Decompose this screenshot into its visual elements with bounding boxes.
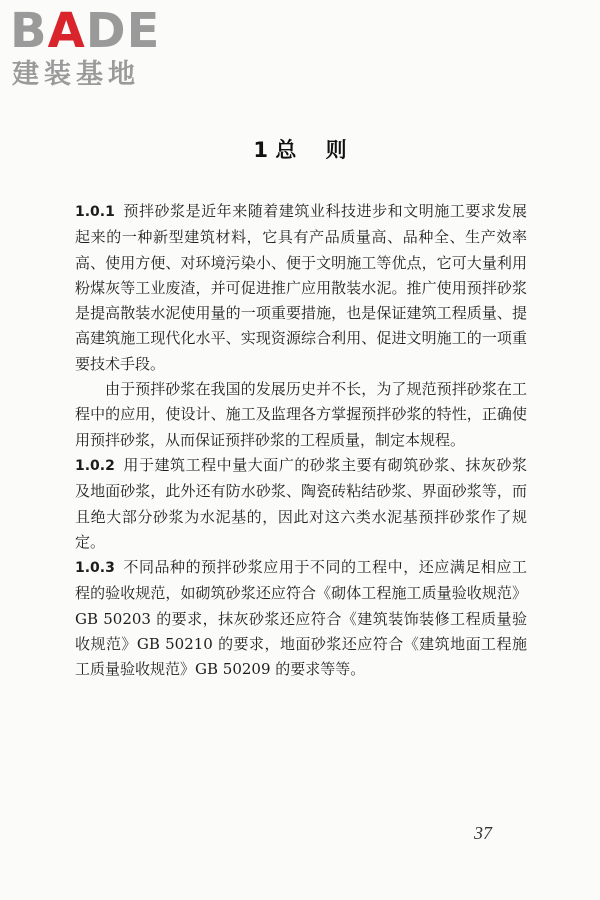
clause-number: 1.0.3: [75, 560, 115, 577]
clause-text: 预拌砂浆是近年来随着建筑业科技进步和文明施工要求发展起来的一种新型建筑材料，它具有产品质量高、品种全、生产效率高、使用方便、对环境污染小、便于文明施工等优点，它可大量利用粉煤灰等工业废渣，并可促进推广应用散装水泥。推广使用预拌砂浆是提高散装水泥使用量的一项重要措施，也是保证建筑工程质量、提高建筑施工现代化水平、实现资源综合利用、促进文明施工的一项重要技术手段。: [75, 202, 527, 373]
clause-1-0-1-paragraph-2: [75, 377, 527, 453]
logo-letter-b: B: [10, 3, 48, 59]
clause-1-0-1: [75, 199, 527, 377]
logo-letter-a: A: [47, 3, 86, 59]
clause-number: 1.0.1: [75, 204, 115, 220]
brand-logo: [10, 4, 180, 94]
clause-text: 不同品种的预拌砂浆应用于不同的工程中，还应满足相应工程的验收规范，如砌筑砂浆还应符合《砌体工程施工质量验收规范》GB 50203 的要求，抹灰砂浆还应符合《建筑装饰装修工程质量验收规范》GB 50210 的要求，地面砂浆还应符合《建筑地面工程施工质量验收规范》GB 50209 的要求等等。: [75, 558, 527, 679]
clause-text: 用于建筑工程中量大面广的砂浆主要有砌筑砂浆、抹灰砂浆及地面砂浆，此外还有防水砂浆、陶瓷砖粘结砂浆、界面砂浆等，而且绝大部分砂浆为水泥基的，因此对这六类水泥基预拌砂浆作了规定。: [75, 455, 527, 551]
clause-1-0-3: [75, 555, 527, 682]
logo-wordmark: [10, 4, 160, 58]
clause-number: 1.0.2: [75, 457, 115, 474]
chapter-title: 1 总 则: [253, 138, 347, 162]
page-number: 37: [474, 823, 492, 843]
clause-text: 由于预拌砂浆在我国的发展历史并不长，为了规范预拌砂浆在工程中的应用，使设计、施工及监理各方掌握预拌砂浆的特性，正确使用预拌砂浆，从而保证预拌砂浆的工程质量，制定本规程。: [75, 380, 527, 449]
logo-subtitle: 建装基地: [12, 59, 140, 90]
logo-letters-de: DE: [85, 3, 161, 59]
clause-1-0-2: [75, 453, 527, 555]
document-body: [75, 199, 527, 683]
